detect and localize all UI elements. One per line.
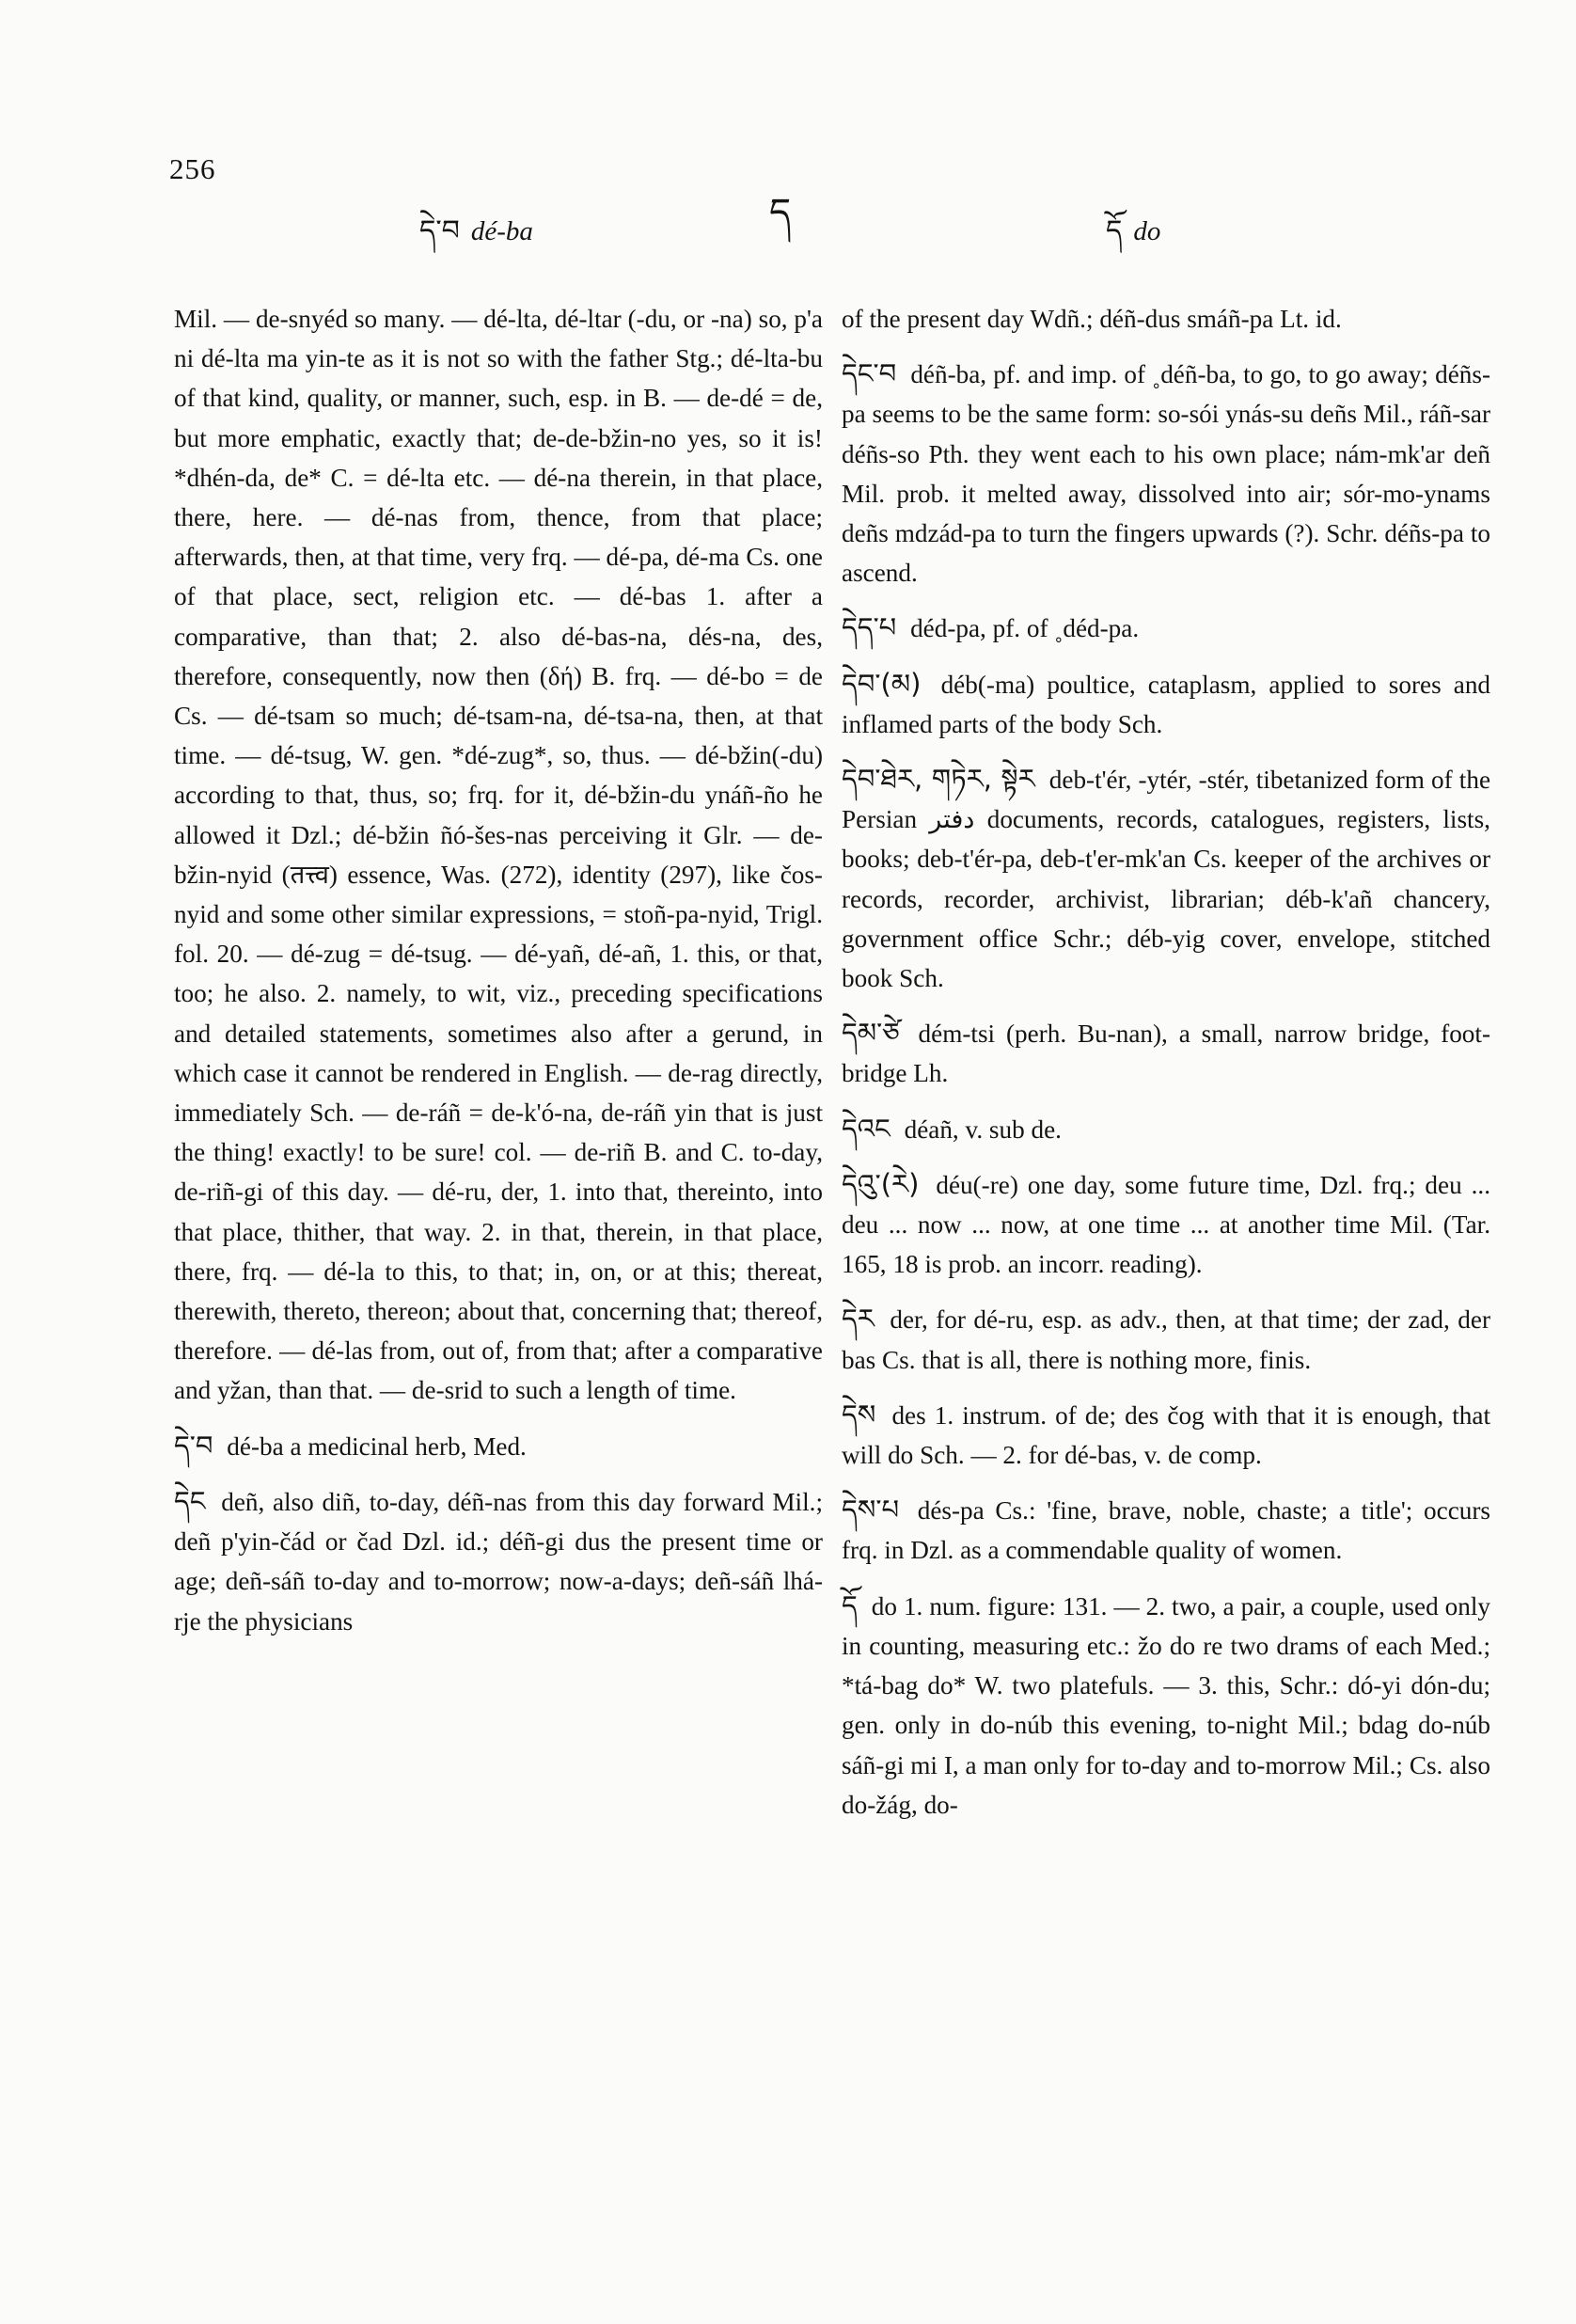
dictionary-entry	[842, 1490, 1490, 1570]
entry-text: deb-t'ér, -ytér, -stér, tibetanized form of the Persian دفتر documents, records, catalogues, registers, lists, books; deb-t'ér-pa, deb-t'er-mk'an Cs. keeper of the archives or records, recorder, archivist, librarian; déb-k'añ chancery, government office Schr.; déb-yig cover, envelope, stitched book Sch.	[842, 766, 1491, 993]
dictionary-entry	[174, 299, 823, 1411]
entry-headword-tibetan: དེའང	[842, 1112, 890, 1145]
entry-headword-tibetan: དེང་བ	[842, 357, 897, 390]
entry-text: do 1. num. figure: 131. — 2. two, a pair, a couple, used only in counting, measuring etc.: žo do re two drams of each Med.; *tá-bag do* W. two platefuls. — 3. this, Schr.: dó-yi dón-du; gen. only in do-núb this evening, to-night Mil.; bdag do-núb sáñ-gi mi I, a man only for to-day and to-morrow Mil.; Cs. also do-žág, do-	[842, 1591, 1490, 1819]
dictionary-entry	[842, 1109, 1490, 1149]
dictionary-entry	[174, 1481, 823, 1641]
entry-headword-tibetan: དེས	[842, 1398, 876, 1431]
dictionary-entry	[842, 1395, 1490, 1475]
page-number: 256	[169, 152, 216, 185]
dictionary-entry	[842, 664, 1490, 744]
entry-text: of the present day Wdñ.; déñ-dus smáñ-pa Lt. id.	[842, 305, 1342, 333]
dictionary-entry	[842, 1013, 1490, 1093]
entry-headword-tibetan: དེང	[174, 1484, 206, 1517]
dictionary-entry	[842, 759, 1490, 998]
left-guide-word	[419, 199, 533, 278]
entry-text: dém-tsi (perh. Bu-nan), a small, narrow bridge, foot-bridge Lh.	[842, 1020, 1490, 1088]
entry-headword-tibetan: དེར	[842, 1303, 875, 1336]
right-guide-latin: do	[1133, 216, 1161, 246]
right-guide-tibetan: དོ	[1106, 214, 1123, 247]
dictionary-entry	[842, 299, 1490, 339]
right-guide-word	[1106, 199, 1160, 278]
entry-headword-tibetan: དོ	[842, 1589, 858, 1621]
left-column	[174, 299, 823, 1656]
dictionary-entry	[842, 1164, 1490, 1285]
left-guide-latin: dé-ba	[470, 216, 533, 246]
dictionary-entry	[842, 608, 1490, 648]
left-guide-tibetan: དེ་བ	[419, 214, 460, 247]
right-column	[842, 299, 1490, 1840]
entry-headword-tibetan: དེ་བ	[174, 1429, 213, 1462]
entry-headword-tibetan: དེས་པ	[842, 1494, 900, 1526]
dictionary-entry	[842, 354, 1490, 593]
dictionary-entry	[174, 1426, 823, 1466]
entry-headword-tibetan: དེབ་ཐེར, གཏེར, སྟེར	[842, 763, 1035, 796]
entry-text: dés-pa Cs.: 'fine, brave, noble, chaste; a title'; occurs frq. in Dzl. as a commendable quality of women.	[842, 1496, 1491, 1565]
entry-headword-tibetan: དེམ་ཙེ	[842, 1017, 900, 1050]
entry-text: deñ, also diñ, to-day, déñ-nas from this day forward Mil.; deñ p'yin-čád or čad Dzl. id.; déñ-gi dus the present time or age; deñ-sáñ to-day and to-morrow; now-a-days; deñ-sáñ lhá-rje the physicians	[174, 1487, 823, 1636]
dictionary-entry	[842, 1586, 1490, 1825]
section-letter: ད	[769, 191, 792, 234]
entry-headword-tibetan: དེའུ་(རེ)	[842, 1167, 920, 1200]
entry-text: déñ-ba, pf. and imp. of ˳déñ-ba, to go, to go away; déñs-pa seems to be the same form: so-sói ynás-su deñs Mil., ráñ-sar déñs-so Pth. they went each to his own place; nám-mk'ar deñ Mil. prob. it melted away, dissolved into air; sór-mo-ynams deñs mdzád-pa to turn the fingers upwards (?). Schr. déñs-pa to ascend.	[842, 360, 1490, 588]
page-header	[0, 0, 1576, 282]
entry-headword-tibetan: དེད་པ	[842, 611, 897, 644]
entry-text: dé-ba a medicinal herb, Med.	[227, 1431, 527, 1461]
entry-headword-tibetan: དེབ་(མ)	[842, 667, 922, 700]
entry-text: déañ, v. sub de.	[904, 1115, 1062, 1144]
dictionary-entry	[842, 1299, 1490, 1379]
entry-text: déd-pa, pf. of ˳déd-pa.	[910, 614, 1140, 643]
entry-text: Mil. — de-snyéd so many. — dé-lta, dé-ltar (-du, or -na) so, p'a ni dé-lta ma yin-te as it is not so with the father Stg.; dé-lta-bu of that kind, quality, or manner, such, esp. in B. — de-dé = de, but more emphatic, exactly that; de-de-bžin-no yes, so it is! *dhén-da, de* C. = dé-lta etc. — dé-na therein, in that place, there, here. — dé-nas from, thence, from that place; afterwards, then, at that time, very frq. — dé-pa, dé-ma Cs. one of that place, sect, religion etc. — dé-bas 1. after a comparative, than that; 2. also dé-bas-na, dés-na, des, therefore, consequently, now then (δή) B. frq. — dé-bo = de Cs. — dé-tsam so much; dé-tsam-na, dé-tsa-na, then, at that time. — dé-tsug, W. gen. *dé-zug*, so, thus. — dé-bžin(-du) according to that, thus, so; frq. for it, dé-bžin-du ynáñ-ño he allowed it Dzl.; dé-bžin ñó-šes-nas perceiving it Glr. — de-bžin-nyid (तत्त्व) essence, Was. (272), identity (297), like čos-nyid and some other similar expressions, = stoñ-pa-nyid, Trigl. fol. 20. — dé-zug = dé-tsug. — dé-yañ, dé-añ, 1. this, or that, too; he also. 2. namely, to wit, viz., preceding specifications and detailed statements, sometimes also after a gerund, in which case it cannot be rendered in English. — de-rag directly, immediately Sch. — de-ráñ = de-k'ó-na, de-ráñ yin that is just the thing! exactly! to be sure! col. — de-riñ B. and C. to-day, de-riñ-gi of this day. — dé-ru, der, 1. into that, thereinto, into that place, thither, that way. 2. in that, therein, in that place, there, frq. — dé-la to this, to that; in, on, or at this; thereat, therewith, thereto, thereon; about that, concerning that; thereof, therefore. — dé-las from, out of, from that; after a comparative and yžan, than that. — de-srid to such a length of time.	[174, 305, 823, 1405]
entry-text: déb(-ma) poultice, cataplasm, applied to sores and inflamed parts of the body Sch.	[842, 670, 1491, 738]
entry-text: déu(-re) one day, some future time, Dzl. frq.; deu ... deu ... now ... now, at one time ... at another time Mil. (Tar. 165, 18 is prob. an incorr. reading).	[842, 1170, 1491, 1279]
entry-text: des 1. instrum. of de; des čog with that it is enough, that will do Sch. — 2. for dé-bas, v. de comp.	[842, 1400, 1490, 1470]
entry-text: der, for dé-ru, esp. as adv., then, at that time; der zad, der bas Cs. that is all, there is nothing more, finis.	[842, 1305, 1490, 1374]
